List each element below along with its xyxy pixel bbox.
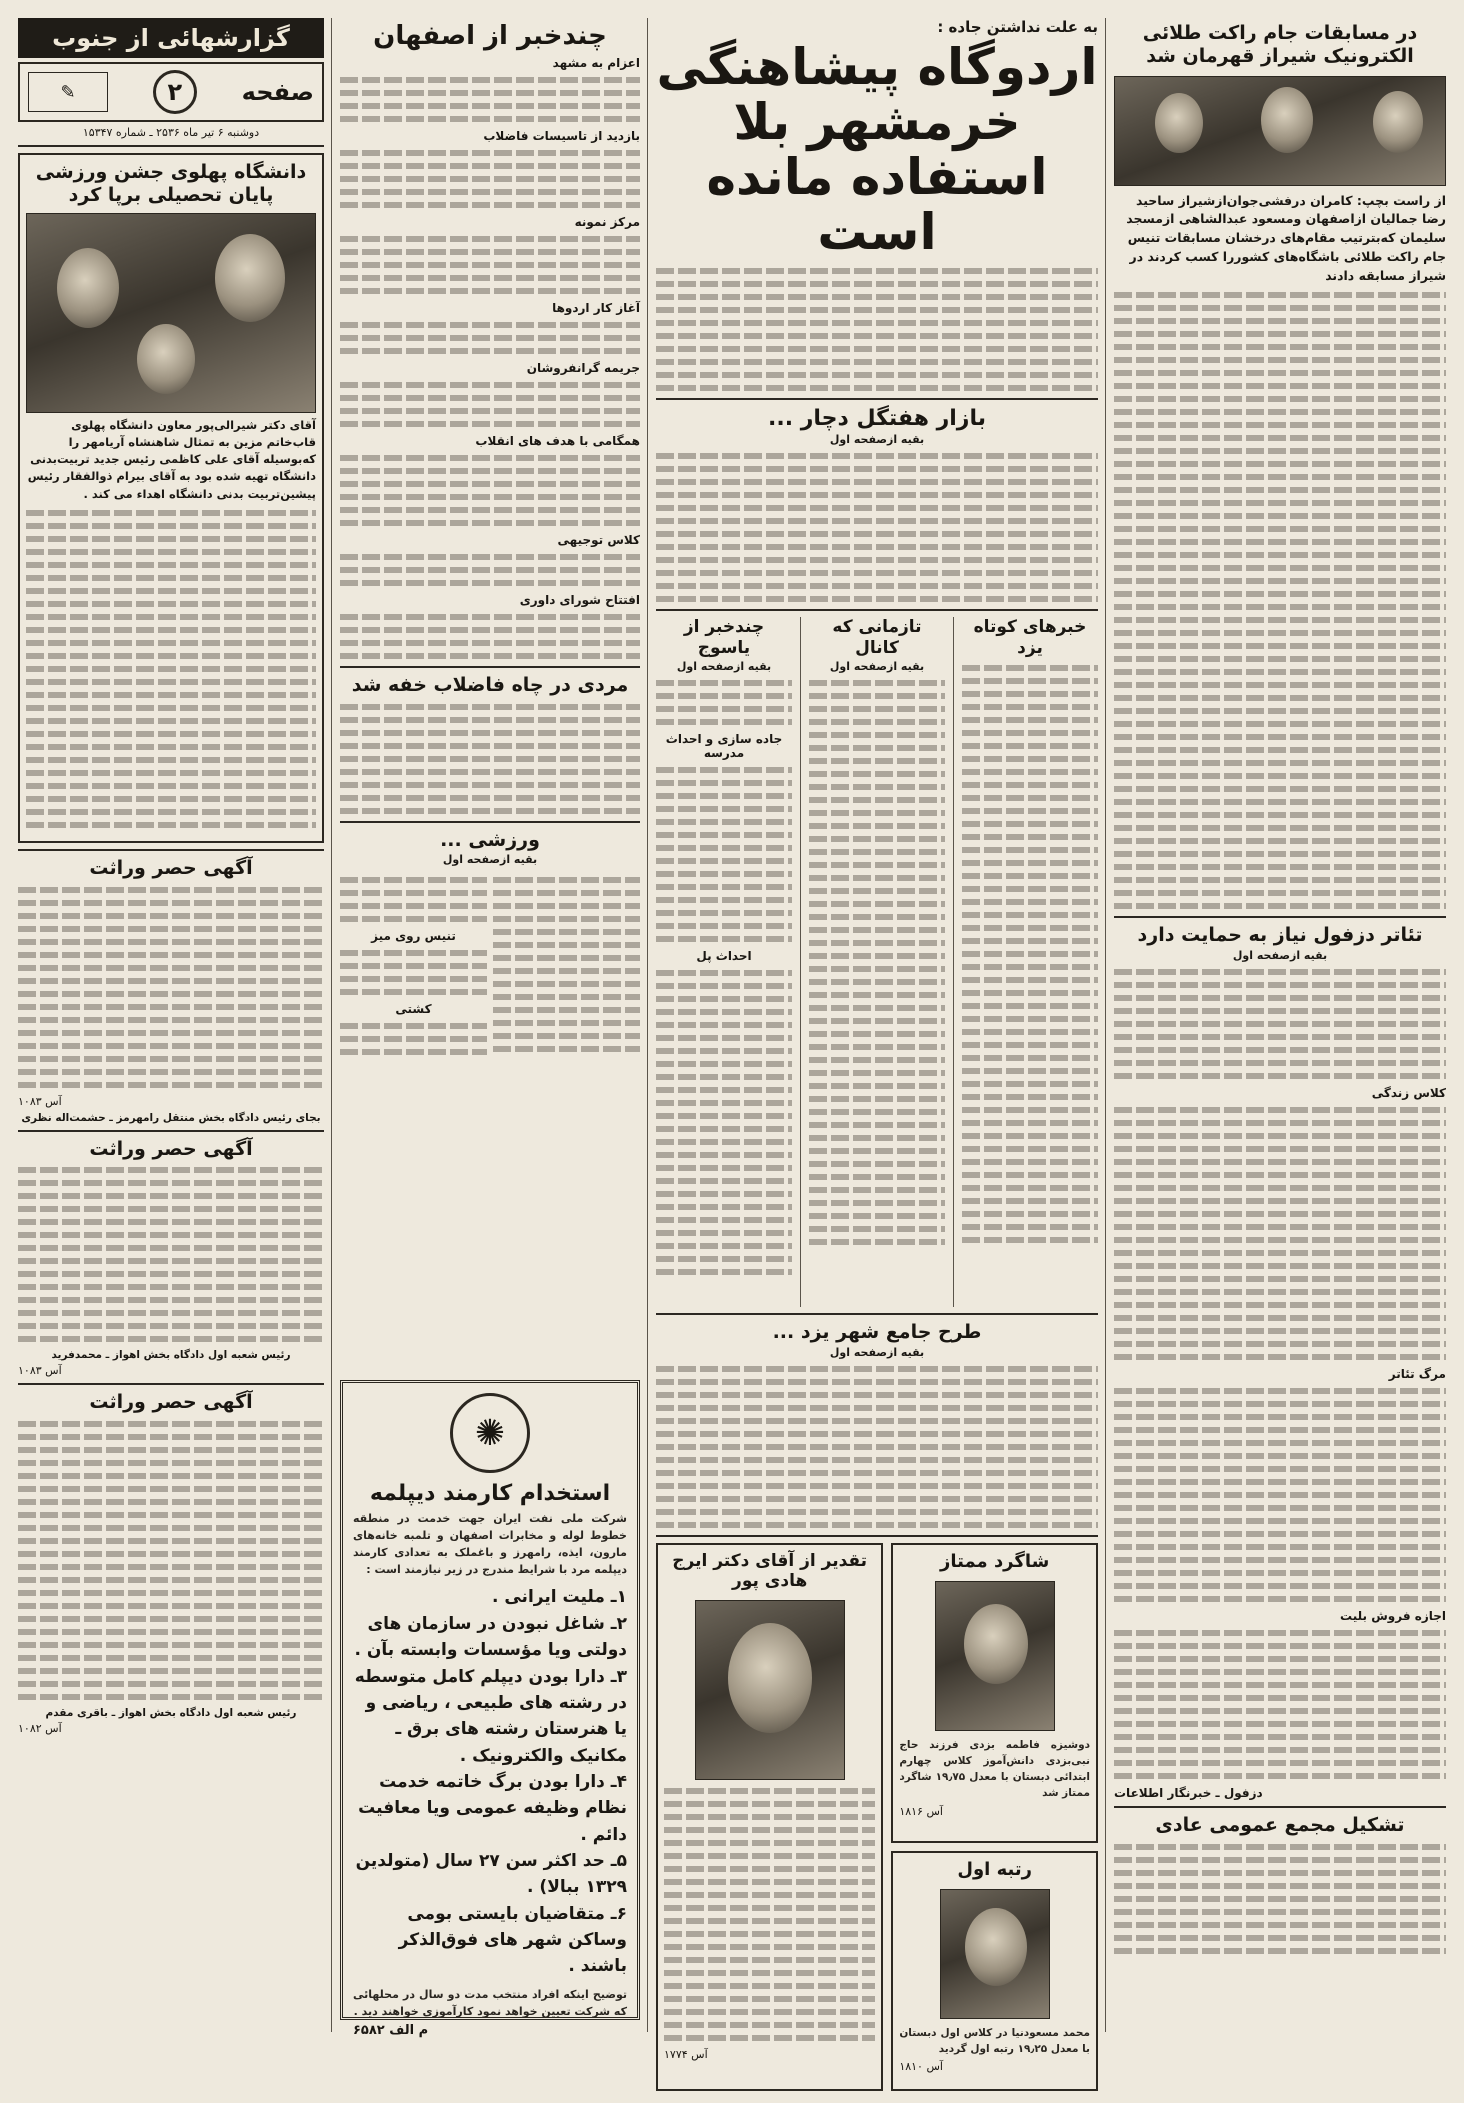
student-caption: دوشیزه فاطمه بزدی فرزند حاج نبی‌بزدی دانش‌آموز کلاس چهارم ابتدائی دبستان با معدل ۱۹٫۷۵ شاگرد ممتاز شد: [899, 1738, 1091, 1800]
column-sports-theater: [1114, 18, 1446, 2032]
newspaper-page: [18, 18, 1446, 2074]
theater-byline: دزفول ـ خبرنگار اطلاعات: [1114, 1786, 1263, 1801]
camp-article-body: [656, 268, 1098, 391]
isfahan-subhead-6: همگامی با هدف های انقلاب: [475, 433, 640, 448]
inheritance-notice-3-stamp: آس ۱۰۸۲: [18, 1722, 62, 1736]
job-ad-footer: توضیح اینکه افراد منتخب مدت دو سال در محلهائی که شرکت تعیین خواهد نمود کارآموزی خواهند دید .: [353, 1987, 627, 2018]
haftgel-headline: بازار هفتگل دچار ...: [767, 406, 986, 431]
camp-kicker: به علت نداشتن جاده :: [937, 18, 1098, 36]
doctor-photo: [695, 1600, 845, 1780]
job-ad-item: ۳ـ دارا بودن دیپلم کامل متوسطه در رشته های طبیعی ، ریاضی و یا هنرستان رشته های برق ـ مکانیک والکترونیک .: [354, 1666, 627, 1766]
theater-subhead-tickets: اجازه فروش بلیت: [1340, 1609, 1446, 1624]
university-story: [18, 153, 324, 843]
inheritance-notice-3-signer: رئیس شعبه اول دادگاه بخش اهواز ـ باقری مقدم: [45, 1707, 297, 1720]
student-title: شاگرد ممتاز: [940, 1551, 1050, 1573]
theater-subhead-death: مرگ تئاتر: [1388, 1367, 1446, 1382]
university-ceremony-photo: [26, 213, 316, 413]
university-caption: آقای دکتر شیرالی‌پور معاون دانشگاه پهلوی قاب‌خاتم مزین به تمثال شاهنشاه آریامهر را که‌بوسیله آقای علی کاظمی رئیس جدید تربیت‌بدنی دانشگاه تهیه شده بود به آقای بیرام ذوالفقار رئیس پیشین‌تربیت بدنی دانشگاه اهداء می کند .: [27, 417, 316, 501]
rank-caption: محمد مسعودنیا در کلاس اول دبستان با معدل ۱۹٫۲۵ رتبه اول گردید: [899, 2026, 1090, 2055]
thanks-stamp: آس ۱۷۷۴: [664, 2047, 708, 2061]
job-ad-requirements: [353, 1584, 627, 1979]
yazd-plan-continued: بقیه ازصفحه اول: [829, 1346, 925, 1360]
yazd-short-headline: خبرهای کوتاه یزد: [973, 617, 1087, 658]
camp-headline: اردوگاه پیشاهنگی خرمشهر بلا استفاده مانده است: [656, 38, 1098, 261]
university-headline: دانشگاه پهلوی جشن ورزشی پایان تحصیلی برپا کرد: [35, 161, 307, 206]
page-number: ۲: [153, 70, 197, 114]
inheritance-notice-1-signer: بجای رئیس دادگاه بخش منتقل رامهرمز ـ حشمت‌اله نظری: [21, 1111, 321, 1124]
student-photo: [935, 1581, 1055, 1731]
isfahan-subhead-7: کلاس توجیهی: [557, 532, 640, 547]
section-banner: گزارشهائی از جنوب: [18, 18, 324, 58]
sports-headline: ورزشی ...: [440, 828, 540, 851]
inheritance-notice-2-signer: رئیس شعبه اول دادگاه بخش اهواز ـ محمدفرید: [51, 1349, 291, 1362]
thanks-notice: [656, 1543, 883, 2103]
isfahan-subhead-1: اعزام به مشهد: [552, 55, 640, 70]
tennis-headline: در مسابقات جام راکت طلائی الکترونیک شیراز قهرمان شد: [1142, 22, 1418, 67]
theater-continued: بقیه ازصفحه اول: [1232, 949, 1328, 963]
tennis-article-body: [1114, 292, 1446, 909]
yasuj-bridge-subhead: احداث پل: [696, 949, 752, 964]
sports-continued: بقیه ازصفحه اول: [442, 853, 538, 867]
column-south-reports: [18, 18, 324, 2032]
inheritance-notice-1-title: آگهی حصر وراثت: [89, 856, 253, 879]
job-ad-item: ۶ـ متقاضیان بایستی بومی وساکن شهر های فوق‌الذکر باشند .: [398, 1903, 627, 1977]
ettelaat-logo-icon: ✎: [28, 72, 108, 112]
page-badge: [18, 62, 324, 122]
theater-headline: تئاتر دزفول نیاز به حمایت دارد: [1137, 924, 1423, 947]
column-khorramshahr: [656, 18, 1098, 2074]
yasuj-road-subhead: جاده سازی و احداث مدرسه: [665, 732, 783, 761]
meeting-headline: تشکیل مجمع عمومی عادی: [1155, 1814, 1405, 1837]
page-label: صفحه: [241, 78, 314, 106]
dateline: دوشنبه ۶ تیر ماه ۲۵۳۶ ـ شماره ۱۵۳۴۷: [82, 126, 260, 139]
job-ad-item: ۵ـ حد اکثر سن ۲۷ سال (متولدین ۱۳۲۹ ببالا) .: [355, 1850, 627, 1898]
yasuj-headline: چندخبر از یاسوج: [683, 617, 765, 658]
inheritance-notice-2-stamp: آس ۱۰۸۳: [18, 1364, 62, 1378]
isfahan-subhead-3: مرکز نمونه: [574, 214, 640, 229]
rank-photo: [940, 1889, 1050, 2019]
isfahan-headline: چندخبر از اصفهان: [373, 21, 607, 51]
rank-title: رتبه اول: [957, 1859, 1032, 1881]
tennis-table-subhead: تنیس روی میز: [371, 929, 456, 944]
student-stamp: آس ۱۸۱۶: [899, 1804, 943, 1818]
theater-subhead-life-class: کلاس زندگی: [1371, 1086, 1446, 1101]
yasuj-news: [656, 617, 792, 1307]
student-notice: [891, 1543, 1098, 2103]
job-ad-stamp: م الف ۶۵۸۲: [353, 2022, 429, 2038]
job-ad-item: ۱ـ ملیت ایرانی .: [491, 1587, 627, 1608]
isfahan-subhead-4: آغاز کار اردوها: [552, 300, 640, 315]
yasuj-continued: بقیه ازصفحه اول: [676, 660, 772, 674]
yazd-short-news: [962, 617, 1098, 1307]
job-ad-item: ۲ـ شاغل نبودن در سازمان های دولتی ویا مؤسسات وابسته بآن .: [354, 1613, 627, 1661]
job-ad-intro: شرکت ملی نفت ایران جهت خدمت در منطقه خطوط لوله و مخابرات اصفهان و تلمبه خانه‌های مارون، ایذه، رامهرز و باغملک به تعدادی کارمند دیپلمه مرد با شرایط مندرج در زیر نیازمند است :: [353, 1512, 627, 1577]
isfahan-subhead-5: جریمه گرانفروشان: [526, 360, 640, 375]
canal-news: [809, 617, 945, 1307]
isfahan-subhead-2: بازدید از تاسیسات فاضلاب: [483, 128, 640, 143]
wrestling-subhead: کشتی: [395, 1002, 432, 1017]
job-ad-item: ۴ـ دارا بودن برگ خاتمه خدمت نظام وظیفه عمومی ویا معافیت دائم .: [358, 1771, 627, 1845]
thanks-title: تقدیر از آقای دکتر ایرج هادی پور: [672, 1551, 868, 1592]
man-drowned-headline: مردی در چاه فاضلاب خفه شد: [351, 673, 629, 696]
tennis-players-photo: [1114, 76, 1446, 186]
haftgel-continued: بقیه ازصفحه اول: [829, 433, 925, 447]
canal-headline: تازمانی که کانال: [832, 617, 922, 658]
tennis-photo-caption: از راست بچپ: کامران درفشی‌جوان‌ازشیراز ساحید رضا جمالیان ازاصفهان ومسعود عبدالشاهی ازمسجد سلیمان که‌بترتیب‌ مقام‌های‌ درخشان‌ مسابقات‌ تنیس‌ جام راکت طلائی باشگاه‌های کشوررا کسب کردند در شیراز مسابقه دادند: [1126, 192, 1446, 283]
isfahan-subhead-8: افتتاح شورای داوری: [519, 592, 640, 607]
yazd-plan-headline: طرح جامع شهر یزد ...: [772, 1321, 982, 1344]
job-ad-title: استخدام کارمند دیپلمه: [369, 1481, 611, 1506]
inheritance-notice-2-title: آگهی حصر وراثت: [89, 1137, 253, 1160]
inheritance-notice-1-stamp: آس ۱۰۸۳: [18, 1094, 62, 1108]
job-advertisement: [340, 1380, 640, 2038]
inheritance-notice-3-title: آگهی حصر وراثت: [89, 1391, 253, 1414]
canal-continued: بقیه ازصفحه اول: [829, 660, 925, 674]
rank-stamp: آس ۱۸۱۰: [899, 2060, 943, 2074]
oil-company-emblem-icon: ✺: [450, 1393, 530, 1473]
